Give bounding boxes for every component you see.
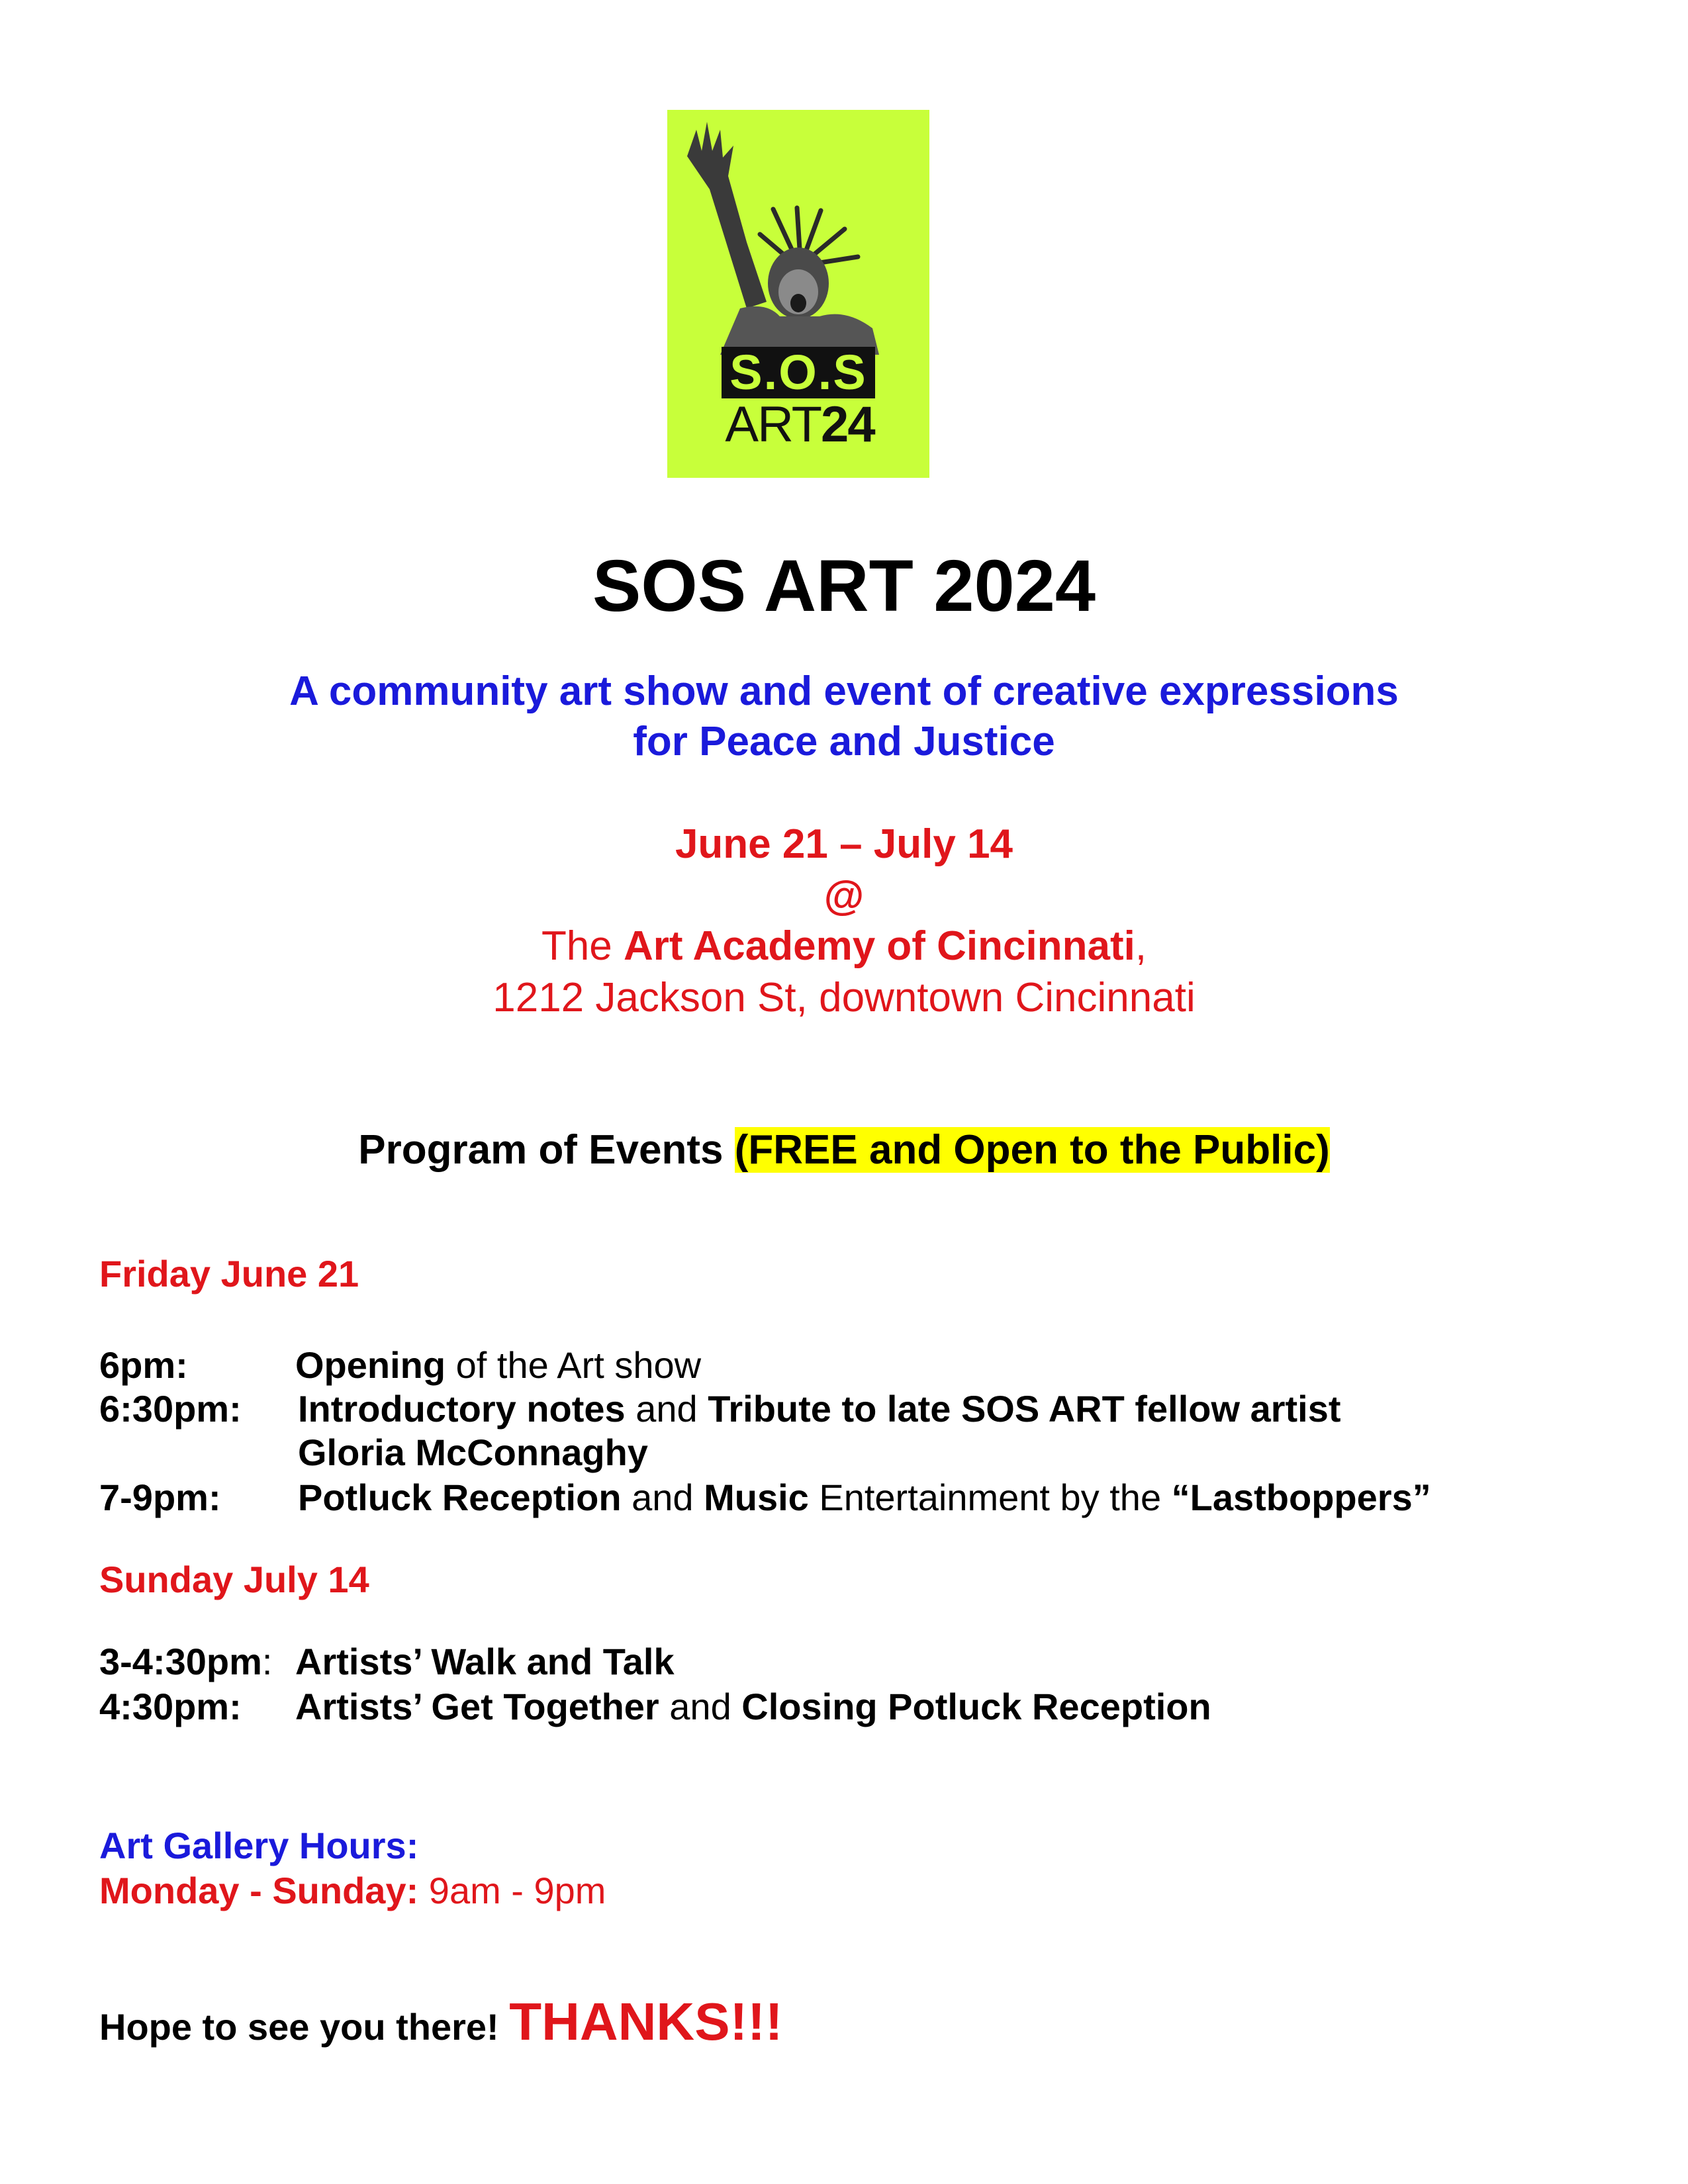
event-desc-part: and [659,1686,742,1727]
subtitle-line-2: for Peace and Justice [633,719,1055,764]
event-desc-part: Artists’ Get Together [295,1686,659,1727]
logo-art24-text [720,397,879,453]
gallery-hours-times: 9am - 9pm [418,1870,606,1911]
venue-name: Art Academy of Cincinnati [624,923,1135,969]
event-desc-part: Music [704,1477,809,1518]
event-description [295,1685,1211,1729]
venue-suffix: , [1135,923,1147,969]
event-desc-part: and [621,1477,704,1518]
event-desc-part: of the Art show [445,1344,702,1386]
page-title: SOS ART 2024 [592,545,1096,627]
event-desc-part: Artists’ Walk and Talk [295,1641,675,1682]
day-heading-sunday: Sunday July 14 [99,1559,369,1600]
logo-year-number: 24 [821,396,874,453]
event-desc-part: Entertainment by the [808,1477,1172,1518]
event-dates: June 21 – July 14 [675,821,1013,867]
free-open-highlight: (FREE and Open to the Public) [734,1127,1330,1173]
venue-line [0,921,1688,972]
event-time: 6:30pm: [99,1388,242,1430]
event-time: 6pm: [99,1344,188,1386]
event-description [295,1343,701,1387]
thanks-text: THANKS!!! [509,1992,783,2051]
artist-name: Gloria McConnaghy [298,1432,648,1473]
venue-prefix: The [541,923,624,969]
closing-line [99,1992,782,2057]
gallery-hours-line [99,1868,606,1914]
event-desc-part: Opening [295,1344,446,1386]
event-time-value: 3-4:30pm [99,1641,262,1682]
event-desc-part: Closing Potluck Reception [741,1686,1211,1727]
program-heading-text: Program of Events [358,1127,735,1173]
event-description [298,1431,648,1475]
subtitle-line-1: A community art show and event of creative expressions [289,668,1399,714]
day-heading-friday: Friday June 21 [99,1253,359,1295]
program-heading [0,1125,1688,1175]
gallery-hours-label: Art Gallery Hours: [99,1825,419,1866]
event-desc-part: and [625,1388,708,1430]
gallery-hours-days: Monday - Sunday: [99,1870,419,1911]
event-description [295,1640,675,1684]
event-logo [667,110,929,478]
closing-text: Hope to see you there! [99,2006,510,2048]
logo-sos-text: S.O.S [722,347,875,398]
event-time [99,1640,272,1684]
band-name: “Lastboppers” [1171,1477,1431,1518]
venue-address: 1212 Jackson St, downtown Cincinnati [492,975,1196,1021]
event-desc-part: Tribute to late SOS ART fellow artist [708,1388,1341,1430]
logo-art-word: ART [725,396,821,453]
event-time: 4:30pm: [99,1686,242,1727]
at-sign: @ [823,873,865,919]
event-time: 7-9pm: [99,1477,221,1518]
event-time-colon: : [261,1641,273,1682]
event-description [298,1387,1341,1431]
event-desc-part: Introductory notes [298,1388,626,1430]
event-description [298,1476,1431,1520]
event-desc-part: Potluck Reception [298,1477,622,1518]
